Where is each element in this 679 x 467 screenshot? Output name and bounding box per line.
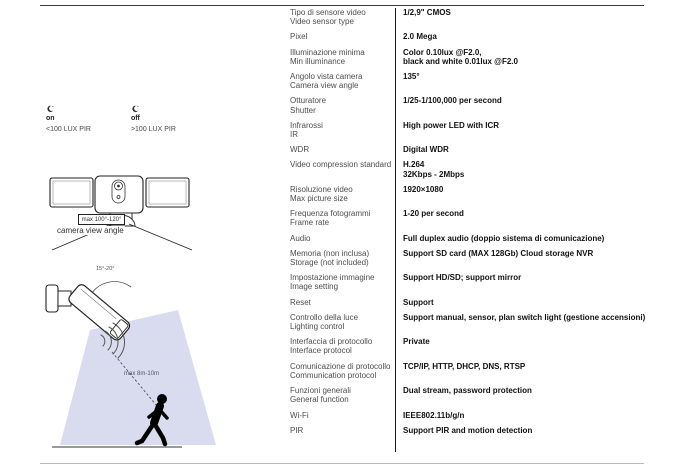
spec-label: [290, 32, 395, 41]
spec-row: [290, 32, 672, 41]
spec-label-italian: Impostazione immagine: [290, 273, 375, 283]
spec-value: 1/25-1/100,000 per second: [403, 96, 502, 106]
spec-label-italian: Wi-Fi: [290, 410, 309, 420]
spec-row: [290, 362, 672, 380]
spec-label-english: Interface protocol: [290, 346, 352, 356]
spec-value: Support PIR and motion detection: [403, 425, 533, 435]
page-top-border: [40, 5, 644, 6]
spec-label-italian: Comunicazione di protocollo: [290, 361, 391, 371]
spec-label-italian: Reset: [290, 297, 311, 307]
spec-label: [290, 362, 395, 380]
spec-label-italian: Otturatore: [290, 96, 327, 106]
spec-row: [290, 298, 672, 307]
spec-value: 1/2,9" CMOS: [403, 8, 451, 17]
camera-view-angle-caption: camera view angle: [57, 226, 124, 235]
spec-value: TCP/IP, HTTP, DHCP, DNS, RTSP: [403, 361, 526, 371]
pir-state-label: on: [46, 115, 55, 122]
spec-row: [290, 209, 672, 227]
spec-value: Full duplex audio (doppio sistema di comunicazione): [403, 233, 605, 243]
spec-label-english: General function: [290, 395, 349, 405]
spec-value: Support SD card (MAX 128Gb) Cloud storage NVR: [403, 248, 594, 258]
spec-label-italian: PIR: [290, 425, 304, 435]
spec-label-italian: Controllo della luce: [290, 312, 359, 322]
spec-label: [290, 8, 395, 26]
spec-label: [290, 337, 395, 355]
spec-label: [290, 121, 395, 139]
camera-angle-range-label: max 100°-120°: [78, 214, 125, 225]
spec-label: [290, 249, 395, 267]
spec-row: [290, 313, 672, 331]
spec-row: [290, 234, 672, 243]
spec-row: [290, 185, 672, 203]
spec-label: [290, 273, 395, 291]
spec-row: [290, 72, 672, 90]
spec-label: [290, 145, 395, 154]
spec-label-italian: Funzioni generali: [290, 386, 351, 396]
spec-row: [290, 96, 672, 114]
spec-label: [290, 96, 395, 114]
spec-value: H.264 32Kbps - 2Mbps: [403, 160, 465, 179]
spec-label-english: Frame rate: [290, 218, 330, 228]
spec-label-english: Communication protocol: [290, 370, 377, 380]
spec-table: [290, 8, 672, 441]
spec-row: [290, 411, 672, 420]
spec-row: [290, 273, 672, 291]
spec-label-english: Image setting: [290, 282, 339, 292]
pir-detection-side-illustration: [38, 258, 238, 453]
moon-icon: [46, 105, 54, 113]
spec-row: [290, 8, 672, 26]
page-bottom-border: [40, 463, 644, 464]
spec-label-english: Min illuminance: [290, 56, 346, 66]
spec-value: 2.0 Mega: [403, 32, 437, 42]
spec-value: Dual stream, password protection: [403, 386, 532, 396]
moon-icon: [131, 105, 139, 113]
floodlight-camera-front-illustration: [45, 172, 195, 252]
spec-label-english: Lighting control: [290, 322, 345, 332]
spec-label-english: Storage (not included): [290, 258, 369, 268]
spec-value: Support manual, sensor, plan switch light (gestione accensioni): [403, 312, 646, 322]
spec-row: [290, 145, 672, 154]
spec-value: Color 0.10lux @F2.0, black and white 0.01lux @F2.0: [403, 47, 518, 66]
spec-label-italian: Angolo vista camera: [290, 72, 363, 82]
spec-label-italian: Infrarossi: [290, 120, 323, 130]
spec-label-italian: Pixel: [290, 32, 308, 42]
spec-row: [290, 160, 672, 178]
spec-label-italian: Frequenza fotogrammi: [290, 209, 371, 219]
spec-label: [290, 72, 395, 90]
spec-label-italian: WDR: [290, 145, 310, 155]
spec-label-english: Shutter: [290, 105, 316, 115]
spec-label-english: Camera view angle: [290, 81, 359, 91]
pir-state-label: off: [130, 115, 140, 122]
spec-label-italian: Video compression standard: [290, 160, 392, 170]
pir-lux-threshold: <100 LUX PIR: [46, 126, 91, 133]
spec-label: [290, 298, 395, 307]
spec-row: [290, 48, 672, 66]
camera-tilt-angle-label: 15°-20°: [96, 266, 115, 272]
spec-value: Support: [403, 297, 434, 307]
pir-mode-off: [131, 105, 176, 134]
spec-label: [290, 426, 395, 435]
light-beam-shape: [60, 310, 216, 445]
spec-value: IEEE802.11b/g/n: [403, 410, 465, 420]
spec-row: [290, 121, 672, 139]
spec-value: Digital WDR: [403, 145, 449, 155]
spec-label-italian: Memoria (non inclusa): [290, 248, 370, 258]
spec-label-english: Max picture size: [290, 194, 348, 204]
spec-label: [290, 313, 395, 331]
spec-row: [290, 249, 672, 267]
detection-distance-label: max 8m-10m: [124, 371, 160, 377]
pir-lux-threshold: >100 LUX PIR: [130, 126, 176, 133]
spec-label-italian: Audio: [290, 233, 311, 243]
spec-label: [290, 411, 395, 420]
pir-mode-on: [46, 105, 91, 134]
spec-label-italian: Tipo di sensore video: [290, 8, 366, 17]
spec-label: [290, 48, 395, 66]
spec-row: [290, 426, 672, 435]
spec-value: 1920×1080: [403, 184, 444, 194]
spec-label-italian: Illuminazione minima: [290, 47, 365, 57]
spec-label: [290, 160, 395, 178]
spec-label: [290, 386, 395, 404]
spec-row: [290, 386, 672, 404]
spec-row: [290, 337, 672, 355]
spec-label-italian: Risoluzione video: [290, 184, 353, 194]
spec-label: [290, 209, 395, 227]
spec-value: Private: [403, 337, 430, 347]
spec-label-italian: Interfaccia di protocollo: [290, 337, 373, 347]
spec-label: [290, 185, 395, 203]
spec-value: High power LED with ICR: [403, 120, 499, 130]
spec-value: Support HD/SD; support mirror: [403, 273, 522, 283]
spec-label: [290, 234, 395, 243]
spec-label-english: IR: [290, 130, 298, 140]
spec-value: 1-20 per second: [403, 209, 464, 219]
pir-mode-legend: [46, 105, 176, 134]
spec-value: 135°: [403, 72, 420, 82]
spec-label-english: Video sensor type: [290, 17, 354, 27]
